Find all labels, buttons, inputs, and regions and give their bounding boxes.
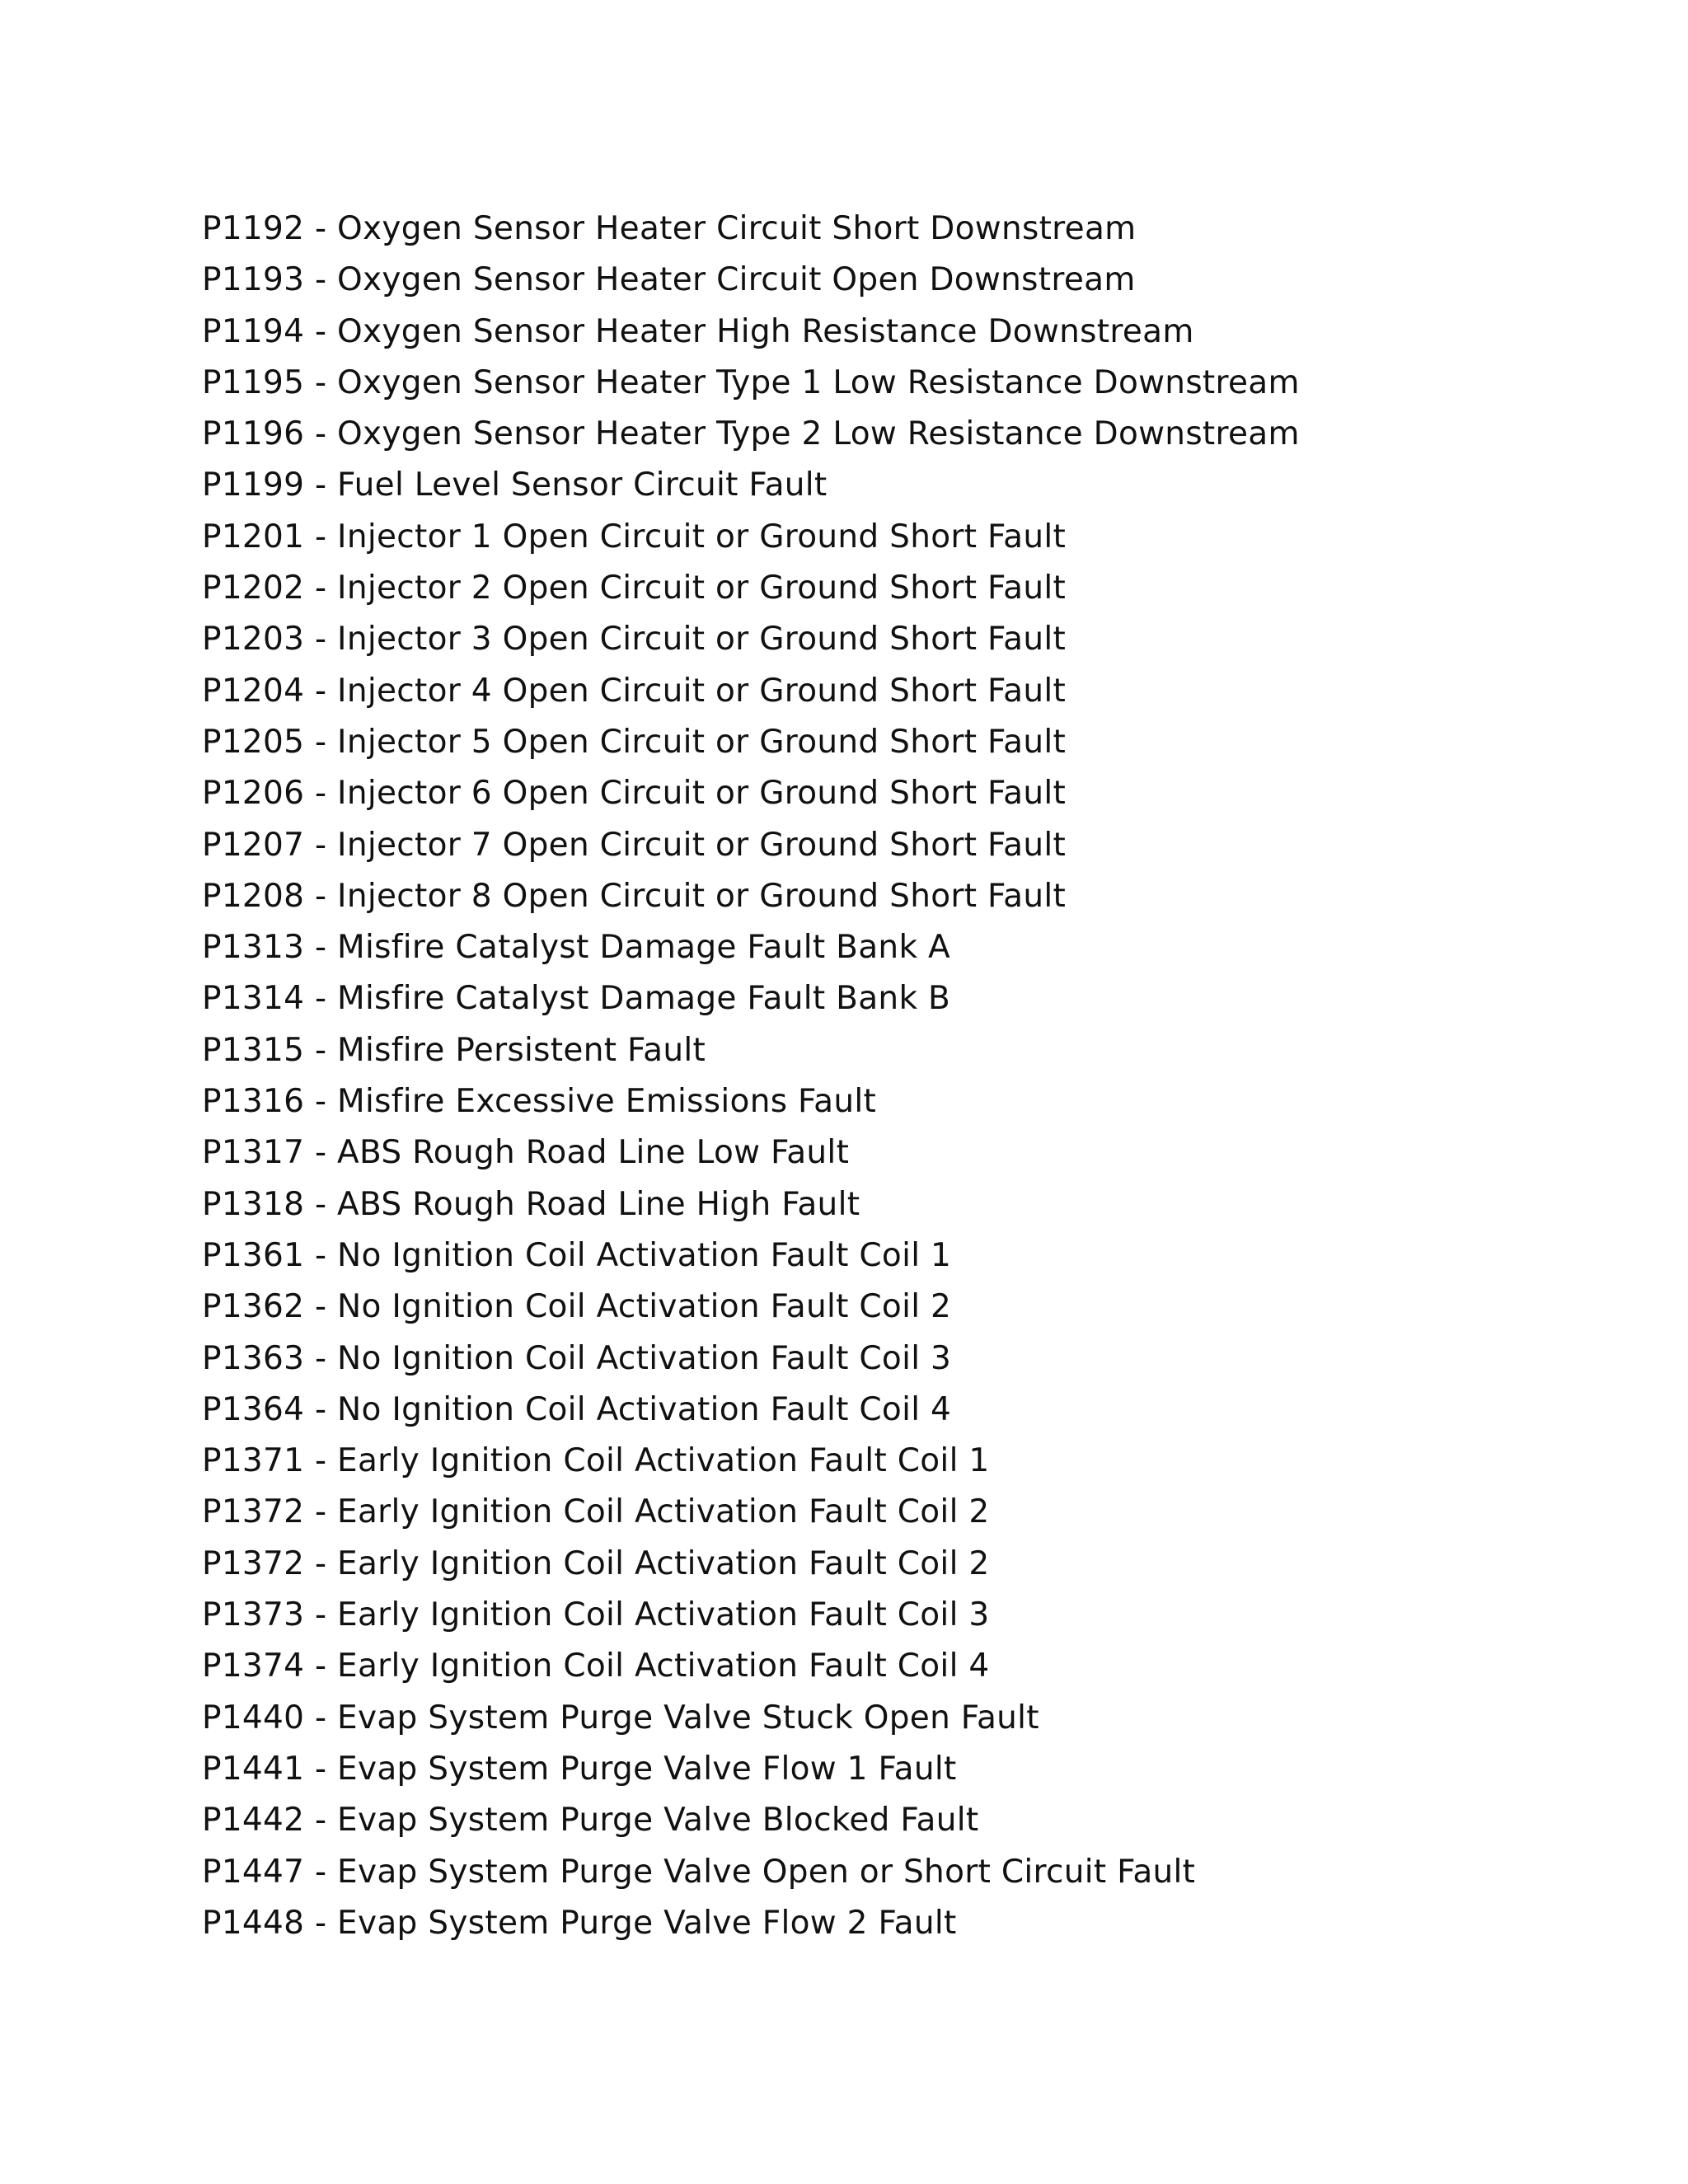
fault-code-line: P1205 - Injector 5 Open Circuit or Ground Short Fault bbox=[202, 723, 1067, 761]
fault-code-line: P1441 - Evap System Purge Valve Flow 1 Fault bbox=[202, 1750, 957, 1788]
fault-code-line: P1361 - No Ignition Coil Activation Fault Coil 1 bbox=[202, 1236, 952, 1274]
fault-code-line: P1317 - ABS Rough Road Line Low Fault bbox=[202, 1134, 850, 1172]
fault-code-list bbox=[202, 204, 1300, 1949]
fault-code-line: P1208 - Injector 8 Open Circuit or Ground Short Fault bbox=[202, 877, 1067, 915]
fault-code-line: P1373 - Early Ignition Coil Activation Fault Coil 3 bbox=[202, 1596, 990, 1634]
fault-code-line: P1199 - Fuel Level Sensor Circuit Fault bbox=[202, 466, 828, 504]
fault-code-line: P1371 - Early Ignition Coil Activation Fault Coil 1 bbox=[202, 1442, 990, 1480]
fault-code-line: P1195 - Oxygen Sensor Heater Type 1 Low Resistance Downstream bbox=[202, 363, 1300, 401]
fault-code-line: P1314 - Misfire Catalyst Damage Fault Bank B bbox=[202, 980, 951, 1018]
fault-code-line: P1363 - No Ignition Coil Activation Fault Coil 3 bbox=[202, 1339, 952, 1377]
fault-code-line: P1207 - Injector 7 Open Circuit or Ground Short Fault bbox=[202, 826, 1067, 864]
fault-code-line: P1362 - No Ignition Coil Activation Fault Coil 2 bbox=[202, 1288, 952, 1326]
fault-code-line: P1192 - Oxygen Sensor Heater Circuit Short Downstream bbox=[202, 210, 1137, 247]
fault-code-line: P1194 - Oxygen Sensor Heater High Resistance Downstream bbox=[202, 312, 1194, 350]
fault-code-line: P1447 - Evap System Purge Valve Open or Short Circuit Fault bbox=[202, 1853, 1196, 1891]
fault-code-line: P1196 - Oxygen Sensor Heater Type 2 Low Resistance Downstream bbox=[202, 415, 1300, 453]
fault-code-line: P1201 - Injector 1 Open Circuit or Ground Short Fault bbox=[202, 518, 1067, 555]
fault-code-line: P1204 - Injector 4 Open Circuit or Ground Short Fault bbox=[202, 672, 1067, 710]
fault-code-line: P1372 - Early Ignition Coil Activation Fault Coil 2 bbox=[202, 1544, 990, 1582]
fault-code-line: P1374 - Early Ignition Coil Activation Fault Coil 4 bbox=[202, 1647, 990, 1685]
fault-code-line: P1193 - Oxygen Sensor Heater Circuit Open Downstream bbox=[202, 261, 1136, 299]
fault-code-line: P1206 - Injector 6 Open Circuit or Ground Short Fault bbox=[202, 775, 1067, 813]
fault-code-line: P1203 - Injector 3 Open Circuit or Ground Short Fault bbox=[202, 621, 1067, 658]
fault-code-line: P1202 - Injector 2 Open Circuit or Ground Short Fault bbox=[202, 569, 1067, 607]
fault-code-line: P1315 - Misfire Persistent Fault bbox=[202, 1031, 706, 1069]
fault-code-line: P1316 - Misfire Excessive Emissions Fault bbox=[202, 1083, 877, 1121]
fault-code-line: P1442 - Evap System Purge Valve Blocked Fault bbox=[202, 1802, 979, 1840]
fault-code-line: P1372 - Early Ignition Coil Activation Fault Coil 2 bbox=[202, 1493, 990, 1531]
fault-code-line: P1440 - Evap System Purge Valve Stuck Open Fault bbox=[202, 1699, 1039, 1736]
fault-code-line: P1313 - Misfire Catalyst Damage Fault Bank A bbox=[202, 929, 951, 967]
fault-code-line: P1364 - No Ignition Coil Activation Fault Coil 4 bbox=[202, 1390, 952, 1428]
fault-code-line: P1448 - Evap System Purge Valve Flow 2 Fault bbox=[202, 1904, 957, 1942]
fault-code-line: P1318 - ABS Rough Road Line High Fault bbox=[202, 1185, 860, 1223]
